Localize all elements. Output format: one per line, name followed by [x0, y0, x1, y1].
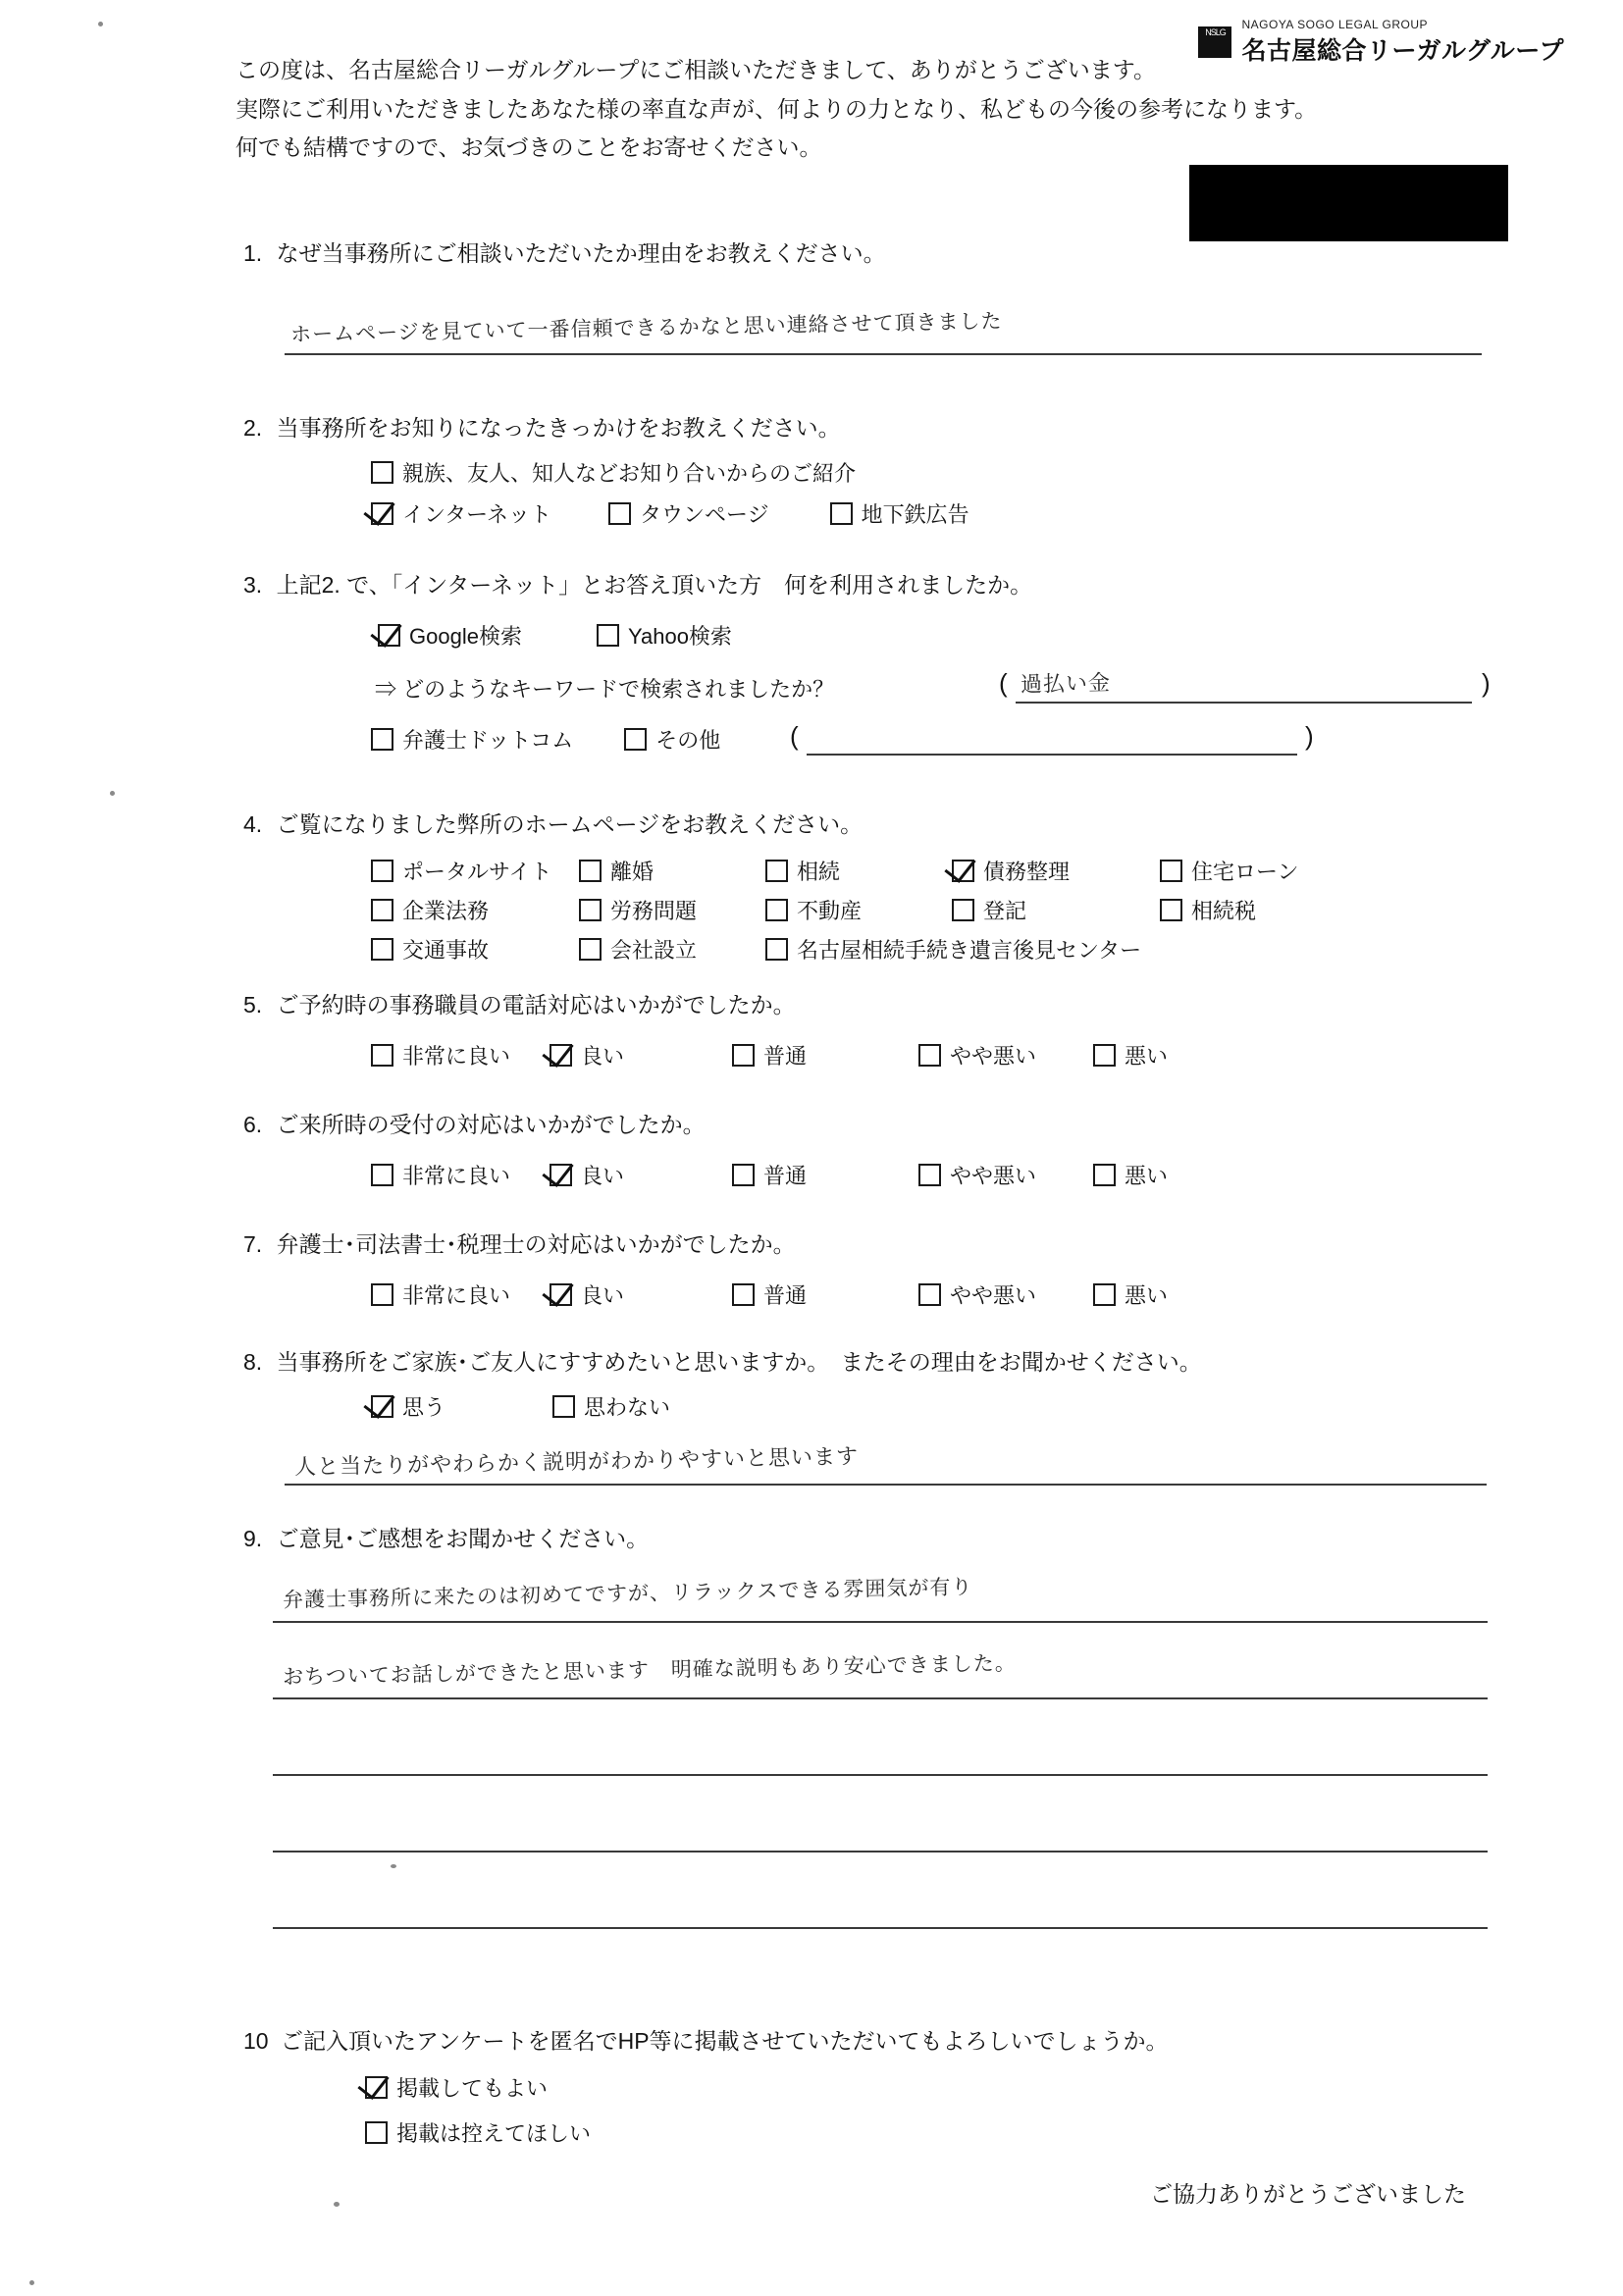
checkbox-icon[interactable] [1093, 1044, 1116, 1067]
q4-option-inheritance-label: 相続 [797, 860, 841, 884]
question-8-options [371, 1391, 670, 1422]
q5-option-good-label: 良い [581, 1044, 625, 1069]
question-9-answer-line-2[interactable]: おちついてお話しができたと思います 明確な説明もあり安心できました。 [282, 1650, 1017, 1690]
q9-rule-3 [273, 1774, 1488, 1776]
question-3-text: 上記2. で、「インターネット」とお答え頂いた方 何を利用されましたか。 [276, 572, 1033, 598]
q2-option-internet-label: インターネット [402, 502, 552, 527]
checkbox-icon[interactable] [597, 624, 619, 647]
checkbox-icon[interactable] [1160, 899, 1182, 921]
q8-answer-rule [285, 1484, 1487, 1486]
q4-option-housing-loan[interactable] [1160, 856, 1299, 886]
q8-option-no[interactable] [552, 1391, 670, 1422]
q9-rule-5 [273, 1927, 1488, 1929]
q6-option-normal[interactable] [732, 1160, 918, 1190]
checkbox-icon[interactable] [765, 938, 788, 961]
q10-option-allow[interactable] [365, 2072, 548, 2103]
logo-japanese-name: 名古屋総合リーガルグループ [1241, 37, 1564, 65]
question-3-options-row-1 [378, 620, 765, 651]
question-7-text: 弁護士･司法書士･税理士の対応はいかがでしたか。 [276, 1231, 796, 1257]
question-4-options-row-2 [371, 895, 1256, 925]
q7-option-normal[interactable] [732, 1279, 918, 1310]
q3-option-bengoshi-dotcom[interactable] [371, 724, 573, 755]
question-6-options [371, 1160, 1168, 1190]
question-8-answer[interactable]: 人と当たりがやわらかく説明がわかりやすいと思います [293, 1444, 860, 1481]
checkbox-icon[interactable] [365, 2121, 388, 2144]
q4-option-portal-label: ポータルサイト [402, 860, 552, 884]
q4-option-realestate-label: 不動産 [797, 899, 863, 923]
q3-keyword-rule [1016, 702, 1472, 704]
q4-option-realestate[interactable] [765, 895, 952, 925]
q2-option-subway-ad-label: 地下鉄広告 [861, 502, 969, 527]
question-4-number: 4. [243, 811, 263, 837]
q7-option-very-good[interactable] [371, 1279, 550, 1310]
question-8-number: 8. [243, 1349, 263, 1375]
q2-option-townpage-label: タウンページ [640, 502, 769, 527]
q3-option-other-label: その他 [655, 728, 721, 753]
q3-keyword-paren-close: ) [1482, 668, 1491, 698]
question-9-text: ご意見･ご感想をお聞かせください。 [276, 1526, 650, 1551]
question-2-number: 2. [243, 415, 263, 441]
q4-option-debt[interactable] [952, 856, 1160, 886]
q3-keyword-answer[interactable]: 過払い金 [1020, 671, 1112, 698]
q3-option-bengoshi-dotcom-label: 弁護士ドットコム [402, 728, 574, 753]
checkbox-icon[interactable] [378, 624, 400, 647]
question-2-options-row-1 [371, 457, 889, 488]
checkbox-icon[interactable] [371, 860, 393, 882]
q4-option-succession-center-label: 名古屋相続手続き遺言後見センター [797, 938, 1142, 963]
checkbox-icon[interactable] [550, 1164, 572, 1186]
checkbox-icon[interactable] [1093, 1164, 1116, 1186]
q2-option-referral-label: 親族、友人、知人などお知り合いからのご紹介 [402, 461, 857, 486]
q5-option-bad[interactable] [1093, 1040, 1168, 1070]
footer-thanks: ご協力ありがとうございました [1150, 2181, 1466, 2207]
scan-speck [391, 1864, 396, 1868]
q3-option-yahoo-label: Yahoo検索 [627, 624, 732, 649]
question-7-label [243, 1226, 796, 1259]
q3-option-google-label: Google検索 [409, 624, 522, 649]
question-9-label [243, 1521, 649, 1553]
question-10-option-deny [365, 2117, 624, 2148]
checkbox-icon[interactable] [371, 461, 393, 484]
question-9-number: 9. [243, 1526, 263, 1551]
question-2-text: 当事務所をお知りになったきっかけをお教えください。 [276, 415, 841, 441]
q9-rule-4 [273, 1851, 1488, 1852]
checkbox-icon[interactable] [918, 1044, 941, 1067]
q4-option-registration[interactable] [952, 895, 1160, 925]
q6-option-bad-label: 悪い [1125, 1164, 1169, 1188]
q4-option-succession-center[interactable] [765, 934, 1141, 965]
question-2-options-row-2 [371, 498, 1003, 529]
question-5-options [371, 1040, 1168, 1070]
q7-option-very-good-label: 非常に良い [402, 1283, 511, 1308]
q5-option-somewhat-bad[interactable] [918, 1040, 1093, 1070]
q5-option-very-good[interactable] [371, 1040, 550, 1070]
q2-option-referral[interactable] [371, 457, 856, 488]
question-1-number: 1. [243, 240, 263, 266]
question-4-label [243, 807, 863, 839]
checkbox-icon[interactable] [371, 938, 393, 961]
question-7-options [371, 1279, 1168, 1310]
intro-line-1: この度は、名古屋総合リーガルグループにご相談いただきまして、ありがとうございます。 [236, 57, 1156, 82]
checkbox-icon[interactable] [371, 1283, 393, 1306]
checkbox-icon[interactable] [624, 728, 647, 751]
question-4-options-row-3 [371, 934, 1141, 965]
q3-keyword-paren-open: ( [999, 668, 1008, 698]
q6-option-good-label: 良い [581, 1164, 625, 1188]
question-3-options-row-2 [371, 724, 754, 755]
q6-option-very-good-label: 非常に良い [402, 1164, 511, 1188]
q3-other-paren-open: ( [790, 721, 799, 751]
checkbox-icon[interactable] [1160, 860, 1182, 882]
checkbox-icon[interactable] [1093, 1283, 1116, 1306]
checkbox-icon[interactable] [579, 899, 602, 921]
checkbox-icon[interactable] [371, 899, 393, 921]
q6-option-bad[interactable] [1093, 1160, 1168, 1190]
q4-option-company-setup-label: 会社設立 [610, 938, 698, 963]
checkbox-icon[interactable] [550, 1044, 572, 1067]
checkbox-icon[interactable] [732, 1044, 755, 1067]
q7-option-bad-label: 悪い [1125, 1283, 1169, 1308]
q9-rule-2 [273, 1697, 1488, 1699]
scan-speck [334, 2202, 340, 2207]
q7-option-somewhat-bad[interactable] [918, 1279, 1093, 1310]
question-1-label [243, 235, 886, 268]
checkbox-icon[interactable] [732, 1164, 755, 1186]
question-5-label [243, 987, 796, 1019]
question-7-number: 7. [243, 1231, 263, 1257]
q4-option-company-setup[interactable] [579, 934, 765, 965]
scan-speck [98, 22, 103, 26]
checkbox-icon[interactable] [830, 502, 853, 525]
q4-option-portal[interactable] [371, 856, 579, 886]
q4-option-divorce[interactable] [579, 856, 765, 886]
checkbox-icon[interactable] [365, 2076, 388, 2099]
checkbox-icon[interactable] [550, 1283, 572, 1306]
q3-option-other[interactable] [624, 724, 720, 755]
checkbox-icon[interactable] [765, 899, 788, 921]
q4-option-divorce-label: 離婚 [610, 860, 654, 884]
question-5-text: ご予約時の事務職員の電話対応はいかがでしたか。 [276, 992, 796, 1018]
intro-line-3: 何でも結構ですので、お気づきのことをお寄せください。 [236, 134, 822, 161]
question-1-text: なぜ当事務所にご相談いただいたか理由をお教えください。 [276, 240, 886, 266]
question-10-option-allow [365, 2072, 581, 2103]
question-6-label [243, 1107, 706, 1139]
q4-option-registration-label: 登記 [983, 899, 1027, 923]
question-6-text: ご来所時の受付の対応はいかがでしたか。 [276, 1112, 706, 1137]
checkbox-icon[interactable] [765, 860, 788, 882]
checkbox-icon[interactable] [952, 899, 974, 921]
q6-option-somewhat-bad[interactable] [918, 1160, 1093, 1190]
q4-option-corporate[interactable] [371, 895, 579, 925]
q2-option-internet[interactable] [371, 498, 551, 529]
question-3-number: 3. [243, 572, 263, 598]
q3-keyword-prompt: ⇒ どのようなキーワードで検索されましたか？ [375, 677, 835, 702]
q4-option-corporate-label: 企業法務 [402, 899, 490, 923]
q2-option-subway-ad[interactable] [830, 498, 969, 529]
q4-option-labor[interactable] [579, 895, 765, 925]
checkbox-icon[interactable] [579, 860, 602, 882]
q4-option-traffic-accident[interactable] [371, 934, 579, 965]
q5-option-bad-label: 悪い [1125, 1044, 1169, 1069]
checkbox-icon[interactable] [371, 1164, 393, 1186]
question-10-text: ご記入頂いたアンケートを匿名でHP等に掲載させていただいてもよろしいでしょうか。 [280, 2028, 1169, 2054]
q7-option-bad[interactable] [1093, 1279, 1168, 1310]
q7-option-somewhat-bad-label: やや悪い [950, 1283, 1037, 1308]
q8-option-no-label: 思わない [584, 1395, 671, 1420]
q8-option-yes-label: 思う [402, 1395, 446, 1420]
q1-answer-rule [285, 353, 1482, 355]
q4-option-inheritance-tax-label: 相続税 [1191, 899, 1257, 923]
question-8-text: 当事務所をご家族･ご友人にすすめたいと思いますか。 またその理由をお聞かせください。 [276, 1349, 1202, 1375]
q3-other-rule [807, 754, 1297, 756]
intro-line-2: 実際にご利用いただきましたあなた様の率直な声が、何よりの力となり、私どもの今後の参考になります。 [236, 95, 1318, 122]
question-4-text: ご覧になりました弊所のホームページをお教えください。 [276, 811, 864, 837]
q4-option-debt-label: 債務整理 [983, 860, 1071, 884]
question-5-number: 5. [243, 992, 263, 1018]
checkbox-icon[interactable] [608, 502, 631, 525]
q6-option-good[interactable] [550, 1160, 732, 1190]
logo-mark-icon: NSLG [1198, 26, 1231, 58]
question-1-answer[interactable]: ホームページを見ていて一番信頼できるかなと思い連絡させて頂きました [289, 309, 1003, 346]
question-3-label [243, 567, 1032, 600]
q5-option-very-good-label: 非常に良い [402, 1044, 511, 1069]
checkbox-icon[interactable] [371, 728, 393, 751]
question-9-answer-line-1[interactable]: 弁護士事務所に来たのは初めてですが、リラックスできる雰囲気が有り [282, 1575, 973, 1612]
q9-rule-1 [273, 1621, 1488, 1623]
q7-option-good-label: 良い [581, 1283, 625, 1308]
checkbox-icon[interactable] [552, 1395, 575, 1418]
question-10-number: 10 [243, 2028, 269, 2054]
q5-option-good[interactable] [550, 1040, 732, 1070]
q4-option-inheritance[interactable] [765, 856, 952, 886]
question-10-label [243, 2023, 1169, 2056]
q4-option-housing-loan-label: 住宅ローン [1191, 860, 1299, 884]
question-4-options-row-1 [371, 856, 1299, 886]
q8-option-yes[interactable] [371, 1391, 552, 1422]
q7-option-good[interactable] [550, 1279, 732, 1310]
redaction-block [1189, 165, 1508, 241]
q4-option-inheritance-tax[interactable] [1160, 895, 1256, 925]
scan-speck [110, 791, 115, 796]
q10-option-deny[interactable] [365, 2117, 591, 2148]
q3-option-google[interactable] [378, 620, 522, 651]
question-6-number: 6. [243, 1112, 263, 1137]
q5-option-normal-label: 普通 [763, 1044, 808, 1069]
q2-option-townpage[interactable] [608, 498, 769, 529]
checkbox-icon[interactable] [732, 1283, 755, 1306]
question-8-label [243, 1344, 1202, 1377]
q6-option-very-good[interactable] [371, 1160, 550, 1190]
q10-option-deny-label: 掲載は控えてほしい [396, 2121, 592, 2146]
q5-option-somewhat-bad-label: やや悪い [950, 1044, 1037, 1069]
q7-option-normal-label: 普通 [763, 1283, 808, 1308]
checkbox-icon[interactable] [579, 938, 602, 961]
checkbox-icon[interactable] [918, 1164, 941, 1186]
logo-english-name: NAGOYA SOGO LEGAL GROUP [1241, 18, 1429, 31]
q3-other-paren-close: ) [1305, 721, 1314, 751]
checkbox-icon[interactable] [371, 502, 393, 525]
q4-option-labor-label: 労務問題 [610, 899, 698, 923]
q6-option-somewhat-bad-label: やや悪い [950, 1164, 1037, 1188]
intro-paragraph [236, 51, 1492, 168]
scan-speck [29, 2280, 34, 2285]
checkbox-icon[interactable] [918, 1283, 941, 1306]
q3-option-yahoo[interactable] [597, 620, 732, 651]
checkbox-icon[interactable] [952, 860, 974, 882]
q4-option-traffic-accident-label: 交通事故 [402, 938, 490, 963]
checkbox-icon[interactable] [371, 1044, 393, 1067]
q6-option-normal-label: 普通 [763, 1164, 808, 1188]
question-2-label [243, 410, 841, 443]
q10-option-allow-label: 掲載してもよい [396, 2076, 549, 2101]
checkbox-icon[interactable] [371, 1395, 393, 1418]
q5-option-normal[interactable] [732, 1040, 918, 1070]
